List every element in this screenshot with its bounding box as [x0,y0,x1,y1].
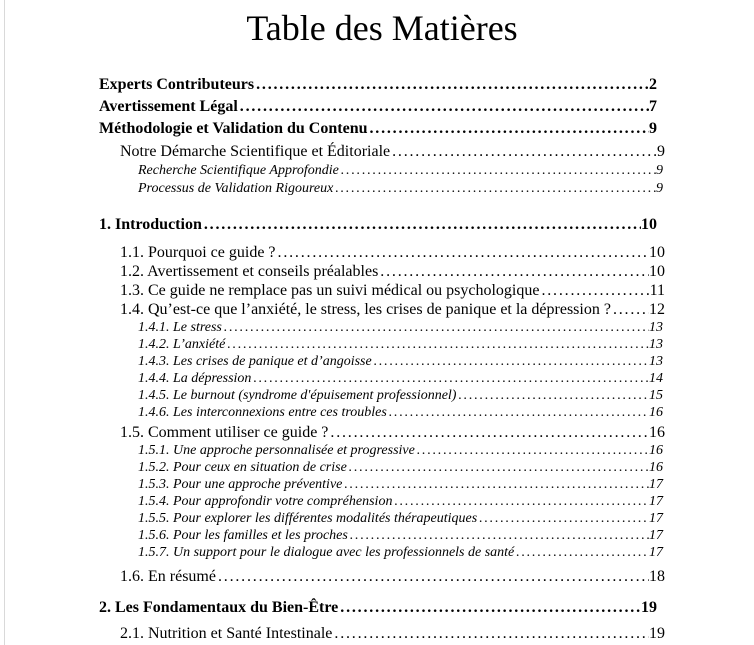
toc-entry-page: 17 [649,477,663,492]
toc-entry[interactable] [99,387,665,404]
toc-entry-label: 1.5.4. Pour approfondir votre compréhension [138,494,393,509]
toc-entry[interactable] [99,442,665,459]
toc-dot-leader [278,243,649,262]
toc-entry-page: 16 [649,460,663,475]
toc-entry-label: 1.5.5. Pour explorer les différentes modalités thérapeutiques [138,511,478,526]
toc-dot-leader [458,387,649,404]
toc-entry-page: 2 [649,76,657,93]
toc-entry[interactable] [99,319,665,336]
toc-entry-page: 18 [649,568,665,585]
toc-entry[interactable] [99,262,665,281]
toc-dot-leader [330,423,649,442]
toc-entry-page: 14 [649,371,663,386]
toc-entry-label: Experts Contributeurs [99,76,255,93]
toc-entry-page: 10 [649,244,665,261]
toc-entry[interactable] [99,281,665,300]
toc-dot-leader [417,442,649,459]
toc-dot-leader [394,493,649,510]
toc-entry-label: 1.5. Comment utiliser ce guide ? [120,424,329,441]
toc-entry-label: 1.2. Avertissement et conseils préalables [120,263,379,280]
toc-entry-page: 17 [649,545,663,560]
toc-entry-page: 9 [656,181,663,196]
toc-entry-page: 10 [649,263,665,280]
toc-entry-page: 15 [649,388,663,403]
page-title: Table des Matières [246,8,518,48]
toc-entry-label: Notre Démarche Scientifique et Éditoriale [120,143,391,160]
toc-entry-page: 16 [649,443,663,458]
toc-entry-label: Recherche Scientifique Approfondie [138,163,339,178]
toc-entry-label: 2.1. Nutrition et Santé Intestinale [120,625,333,642]
toc-entry-label: 1.5.3. Pour une approche préventive [138,477,343,492]
toc-dot-leader [374,353,649,370]
toc-entry[interactable] [99,162,665,179]
toc-entry[interactable] [99,544,665,561]
toc-entry[interactable] [99,119,665,139]
toc-dot-leader [516,544,649,561]
document-page [99,0,665,643]
toc-entry[interactable] [99,527,665,544]
toc-entry[interactable] [99,423,665,442]
toc-entry-label: Méthodologie et Validation du Contenu [99,120,368,137]
toc-entry[interactable] [99,510,665,527]
toc-dot-leader [479,510,649,527]
toc-entry-label: 1.4.1. Le stress [138,320,222,335]
toc-entry-page: 9 [649,120,657,137]
toc-dot-leader [227,336,649,353]
toc-dot-leader [335,180,656,197]
toc-entry-page: 13 [649,337,663,352]
toc-entry[interactable] [99,476,665,493]
toc-list [99,75,665,643]
toc-entry-page: 7 [649,98,657,115]
toc-entry[interactable] [99,336,665,353]
toc-dot-leader [204,215,641,235]
toc-entry-label: 1.4. Qu’est-ce que l’anxiété, le stress, les crises de panique et la dépression ? [120,301,611,318]
toc-dot-leader [240,97,649,117]
toc-dot-leader [253,370,649,387]
toc-entry-label: 1.5.6. Pour les familles et les proches [138,528,348,543]
toc-entry-page: 16 [649,405,663,420]
toc-entry-label: 1.4.2. L’anxiété [138,337,226,352]
toc-entry-page: 9 [656,163,663,178]
toc-dot-leader [334,624,649,643]
toc-dot-leader [224,319,649,336]
toc-entry[interactable] [99,624,665,643]
toc-entry-label: 1.3. Ce guide ne remplace pas un suivi médical ou psychologique [120,282,540,299]
toc-entry[interactable] [99,180,665,197]
toc-dot-leader [541,281,649,300]
toc-entry[interactable] [99,243,665,262]
toc-entry[interactable] [99,142,665,161]
toc-entry-page: 9 [657,143,665,160]
toc-entry-label: 1.4.4. La dépression [138,371,252,386]
toc-dot-leader [369,119,649,139]
toc-dot-leader [344,476,649,493]
toc-entry-label: 1. Introduction [99,216,202,233]
toc-entry-page: 16 [649,424,665,441]
toc-entry-page: 17 [649,494,663,509]
toc-entry-label: Avertissement Légal [99,98,238,115]
toc-entry-label: Processus de Validation Rigoureux [138,181,334,196]
toc-entry-page: 17 [649,528,663,543]
toc-entry-page: 19 [649,625,665,642]
toc-entry[interactable] [99,459,665,476]
toc-entry[interactable] [99,493,665,510]
toc-dot-leader [613,300,649,319]
toc-entry-page: 17 [649,511,663,526]
toc-entry[interactable] [99,300,665,319]
toc-dot-leader [256,75,649,95]
toc-dot-leader [380,262,649,281]
toc-entry-page: 12 [649,301,665,318]
toc-dot-leader [349,459,649,476]
toc-entry-label: 2. Les Fondamentaux du Bien-Être [99,599,339,616]
toc-dot-leader [218,567,649,586]
toc-entry[interactable] [99,75,665,95]
toc-entry-label: 1.5.2. Pour ceux en situation de crise [138,460,347,475]
toc-entry-label: 1.4.3. Les crises de panique et d’angoisse [138,354,372,369]
toc-entry-page: 11 [649,282,665,299]
toc-entry-label: 1.5.1. Une approche personnalisée et progressive [138,443,415,458]
toc-dot-leader [341,162,656,179]
toc-entry[interactable] [99,370,665,387]
toc-entry-page: 13 [649,354,663,369]
toc-entry-page: 13 [649,320,663,335]
toc-dot-leader [389,404,649,421]
toc-entry[interactable] [99,404,665,421]
toc-entry-label: 1.5.7. Un support pour le dialogue avec les professionnels de santé [138,545,515,560]
toc-entry[interactable] [99,215,665,235]
toc-entry-label: 1.4.6. Les interconnexions entre ces troubles [138,405,387,420]
toc-entry-label: 1.6. En résumé [120,568,216,585]
toc-entry[interactable] [99,353,665,370]
page-left-border [4,0,5,645]
toc-dot-leader [350,527,649,544]
toc-entry-page: 10 [641,216,657,233]
toc-entry[interactable] [99,97,665,117]
toc-dot-leader [340,598,641,618]
toc-dot-leader [392,142,657,161]
toc-entry[interactable] [99,598,665,618]
toc-entry-label: 1.1. Pourquoi ce guide ? [120,244,276,261]
toc-entry[interactable] [99,567,665,586]
toc-entry-label: 1.4.5. Le burnout (syndrome d'épuisement professionnel) [138,388,457,403]
toc-entry-page: 19 [641,599,657,616]
